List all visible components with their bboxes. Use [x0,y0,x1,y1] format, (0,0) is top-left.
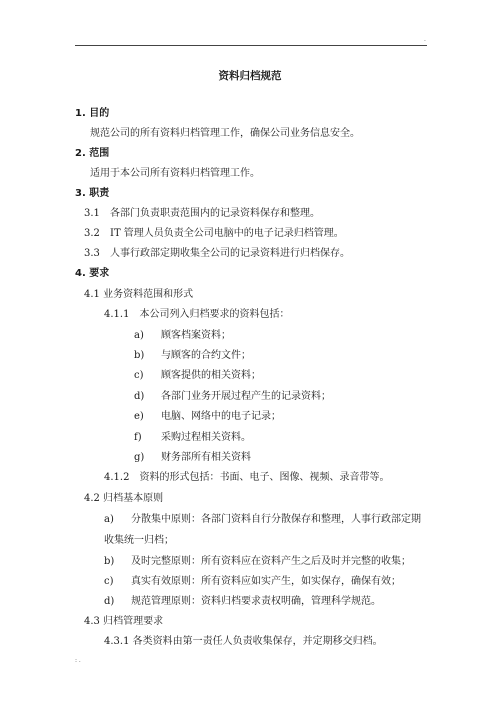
item-text: 真实有效原则：所有资料应如实产生，如实保存，确保有效； [131,576,401,587]
principle-item [104,556,411,568]
item-letter: e) [134,411,144,422]
item-number: 3.2 [84,228,100,239]
subsection-4-2-title: 4.2 归档基本原则 [84,493,164,504]
item-letter: c) [104,576,114,587]
item-letter: d) [134,391,145,402]
section-1-text: 规范公司的所有资料归档管理工作，确保公司业务信息安全。 [90,128,360,139]
footer-mark: : . [75,657,81,664]
item-text: 各部门负责职责范围内的记录资料保存和整理。 [110,208,320,219]
item-number: 3.1 [84,208,100,219]
archive-list-item [134,350,251,362]
archive-list-item [134,452,251,464]
subsection-4-3-title: 4.3 归档管理要求 [84,616,164,627]
document-title: 资料归档规范 [218,70,282,82]
header-rule [75,45,427,46]
item-text: IT 管理人员负责全公司电脑中的电子记录归档管理。 [110,228,344,239]
responsibility-item [84,208,320,220]
item-text: 采购过程相关资料。 [161,432,251,443]
paragraph-4-1-1: 4.1.1 本公司列入归档要求的资料包括： [104,309,290,320]
item-text: 财务部所有相关资料 [161,452,251,463]
item-letter: c) [134,370,144,381]
header-mark: . [424,36,426,43]
item-letter: d) [104,596,115,607]
archive-list-item [134,432,251,444]
archive-list-item [134,330,231,342]
item-text: 顾客档案资料； [161,330,231,341]
item-letter: a) [104,514,114,525]
item-text: 电脑、网络中的电子记录； [161,411,281,422]
subsection-4-1-title: 4.1 业务资料范围和形式 [84,289,194,300]
item-text: 各部门业务开展过程产生的记录资料； [161,391,331,402]
item-text: 规范管理原则：资料归档要求责权明确，管理科学规范。 [131,596,381,607]
paragraph-4-3-1: 4.3.1 各类资料由第一责任人负责收集保存，并定期移交归档。 [104,636,383,647]
responsibility-item [84,248,350,260]
item-text: 分散集中原则：各部门资料自行分散保存和整理，人事行政部定期 [131,514,421,525]
archive-list-item [134,391,331,403]
archive-list-item [134,411,281,423]
principle-item [104,576,401,588]
item-letter: b) [134,350,145,361]
item-letter: a) [134,330,144,341]
section-3-heading: 3. 职责 [75,188,110,199]
item-number: 3.3 [84,248,100,259]
principle-item [104,514,421,526]
principle-item-continuation: 收集统一归档； [104,535,174,546]
item-text: 及时完整原则：所有资料应在资料产生之后及时并完整的收集； [131,556,411,567]
item-text: 与顾客的合约文件； [161,350,251,361]
item-letter: b) [104,556,115,567]
principle-item [104,596,381,608]
item-text: 顾客提供的相关资料； [161,370,261,381]
item-letter: g) [134,452,145,463]
responsibility-item [84,228,344,240]
section-2-heading: 2. 范围 [75,148,110,159]
item-letter: f) [134,432,142,443]
item-text: 人事行政部定期收集全公司的记录资料进行归档保存。 [110,248,350,259]
section-1-heading: 1. 目的 [75,108,110,119]
section-4-heading: 4. 要求 [75,268,110,279]
archive-list-item [134,370,261,382]
section-2-text: 适用于本公司所有资料归档管理工作。 [90,168,260,179]
paragraph-4-1-2: 4.1.2 资料的形式包括：书面、电子、图像、视频、录音带等。 [104,472,390,483]
